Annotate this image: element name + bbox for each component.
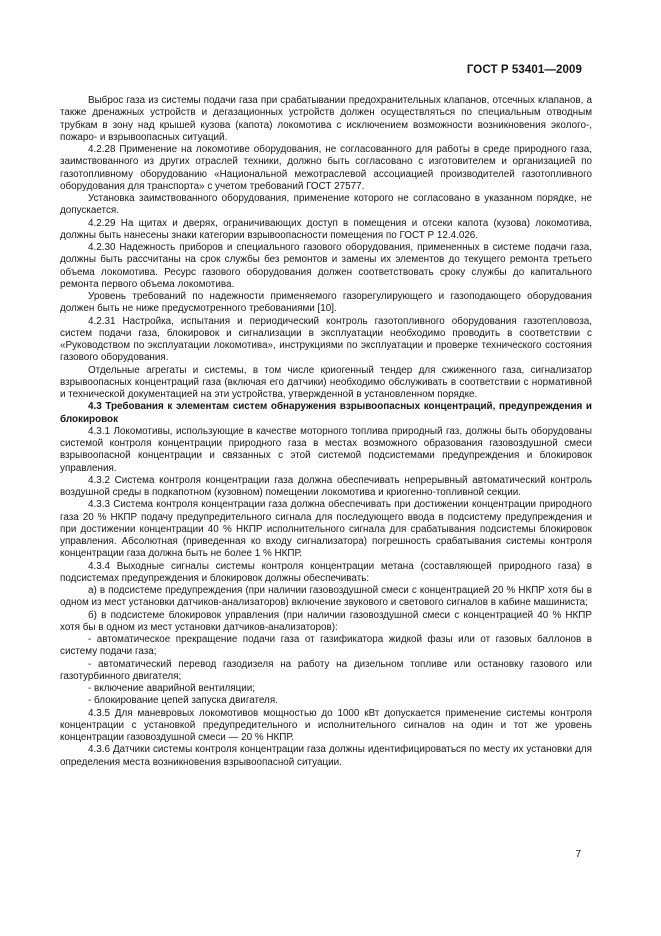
- section-heading: 4.3 Требования к элементам систем обнаружения взрывоопасных концентраций, предупреждения и блокировок: [60, 401, 592, 425]
- paragraph: 4.3.1 Локомотивы, использующие в качестве моторного топлива природный газ, должны быть оборудованы системой контроля концентрации природного газа в местах возможного образования газовоздушной смеси взрывоопасной концентрации и связанных с этой системой подсистемами предупреждения и блокировок управления.: [60, 425, 592, 474]
- document-header: ГОСТ Р 53401—2009: [466, 64, 582, 76]
- paragraph: Установка заимствованного оборудования, применение которого не согласовано в указанном порядке, не допускается.: [60, 193, 592, 217]
- paragraph: Уровень требований по надежности применяемого газорегулирующего и газоподающего оборудования должен быть не ниже предусмотренного требованиями [10].: [60, 291, 592, 315]
- paragraph: 4.2.30 Надежность приборов и специального газового оборудования, примененных в системе подачи газа, должны быть рассчитаны на срок службы без ремонтов и замены их элементов до текущего ремонта третьего объема локомотива. Ресурс газового оборудования должен соответствовать сроку службы до капитального ремонта первого объема локомотива.: [60, 242, 592, 290]
- paragraph: 4.3.5 Для маневровых локомотивов мощностью до 1000 кВт допускается применение системы контроля концентрации с установкой предупредительного и исполнительного сигналов на один и тот же уровень концентрации газовоздушной смеси — 20 % НКПР.: [60, 707, 592, 743]
- list-item: а) в подсистеме предупреждения (при наличии газовоздушной смеси с концентрацией 20 % НКПР хотя бы в одном из мест установки датчиков-анализаторов) включение звукового и светового сигналов в кабине машиниста;: [60, 585, 592, 609]
- list-item: - автоматический перевод газодизеля на работу на дизельном топливе или остановку газового или газотурбинного двигателя;: [60, 658, 592, 682]
- paragraph: 4.2.31 Настройка, испытания и периодический контроль газотопливного оборудования газотепловоза, систем подачи газа, блокировок и сигнализации в эксплуатации необходимо проводить в соответствии с «Руководством по эксплуатации локомотива», инструкциями по эксплуатации и проверке технического состояния газового оборудования.: [60, 315, 592, 364]
- list-item: - блокирование цепей запуска двигателя.: [88, 695, 278, 707]
- paragraph: 4.3.4 Выходные сигналы системы контроля концентрации метана (составляющей природного газа) в подсистемах предупреждения и блокировок должны обеспечивать:: [60, 560, 592, 584]
- paragraph: 4.3.6 Датчики системы контроля концентрации газа должны идентифицироваться по месту их установки для определения места возникновения взрывоопасной ситуации.: [60, 744, 592, 768]
- list-item: - включение аварийной вентиляции;: [88, 683, 256, 694]
- paragraph: Выброс газа из системы подачи газа при срабатывании предохранительных клапанов, отсечных клапанов, а также дренажных устройств и дегазационных устройств должен осуществляться по специальным отводным трубкам в зону над крышей кузова (капота) локомотива с исключением возможности возникновения эколого-, пожаро- и взрывоопасных ситуаций.: [60, 95, 592, 143]
- paragraph: Отдельные агрегаты и системы, в том числе криогенный тендер для сжиженного газа, сигнализатор взрывоопасных концентраций газа (включая его датчики) необходимо обслуживать в соответствии с нормативной и технической документацией на эти устройства, утвержденной в установленном порядке.: [60, 364, 592, 400]
- paragraph: 4.2.29 На щитах и дверях, ограничивающих доступ в помещения и отсеки капота (кузова) локомотива, должны быть нанесены знаки категории взрывоопасности помещения по ГОСТ Р 12.4.026.: [60, 217, 592, 241]
- page-number: 7: [575, 849, 581, 860]
- document-body: [60, 95, 592, 769]
- paragraph: 4.3.2 Система контроля концентрации газа должна обеспечивать непрерывный автоматический контроль воздушной среды в подкапотном (кузовном) помещении локомотива и криогенно-топливной секции.: [60, 474, 592, 498]
- list-item: - автоматическое прекращение подачи газа от газификатора жидкой фазы или от газовых баллонов в систему подачи газа;: [60, 634, 592, 658]
- paragraph: 4.2.28 Применение на локомотиве оборудования, не согласованного для работы в среде природного газа, заимствованного из других отраслей техники, должно быть согласовано с изготовителем и организацией по газотопливному оборудованию «Национальной межотраслевой ассоциацией производителей газотопливного оборудования для транспорта» с учетом требований ГОСТ 27577.: [60, 144, 592, 192]
- paragraph: 4.3.3 Система контроля концентрации газа должна обеспечивать при достижении концентрации природного газа 20 % НКПР подачу предупредительного сигнала для последующего ввода в подсистему предупреждения и при достижении концентрации 40 % НКПР исполнительного сигнала для срабатывания подсистемы блокировок управления. Абсолютная (приведенная ко входу сигнализатора) погрешность срабатывания системы контроля концентрации газа должна быть не более 1 % НКПР.: [60, 499, 592, 560]
- list-item: б) в подсистеме блокировок управления (при наличии газовоздушной смеси с концентрацией 40 % НКПР хотя бы в одном из мест установки датчиков-анализаторов):: [60, 609, 592, 633]
